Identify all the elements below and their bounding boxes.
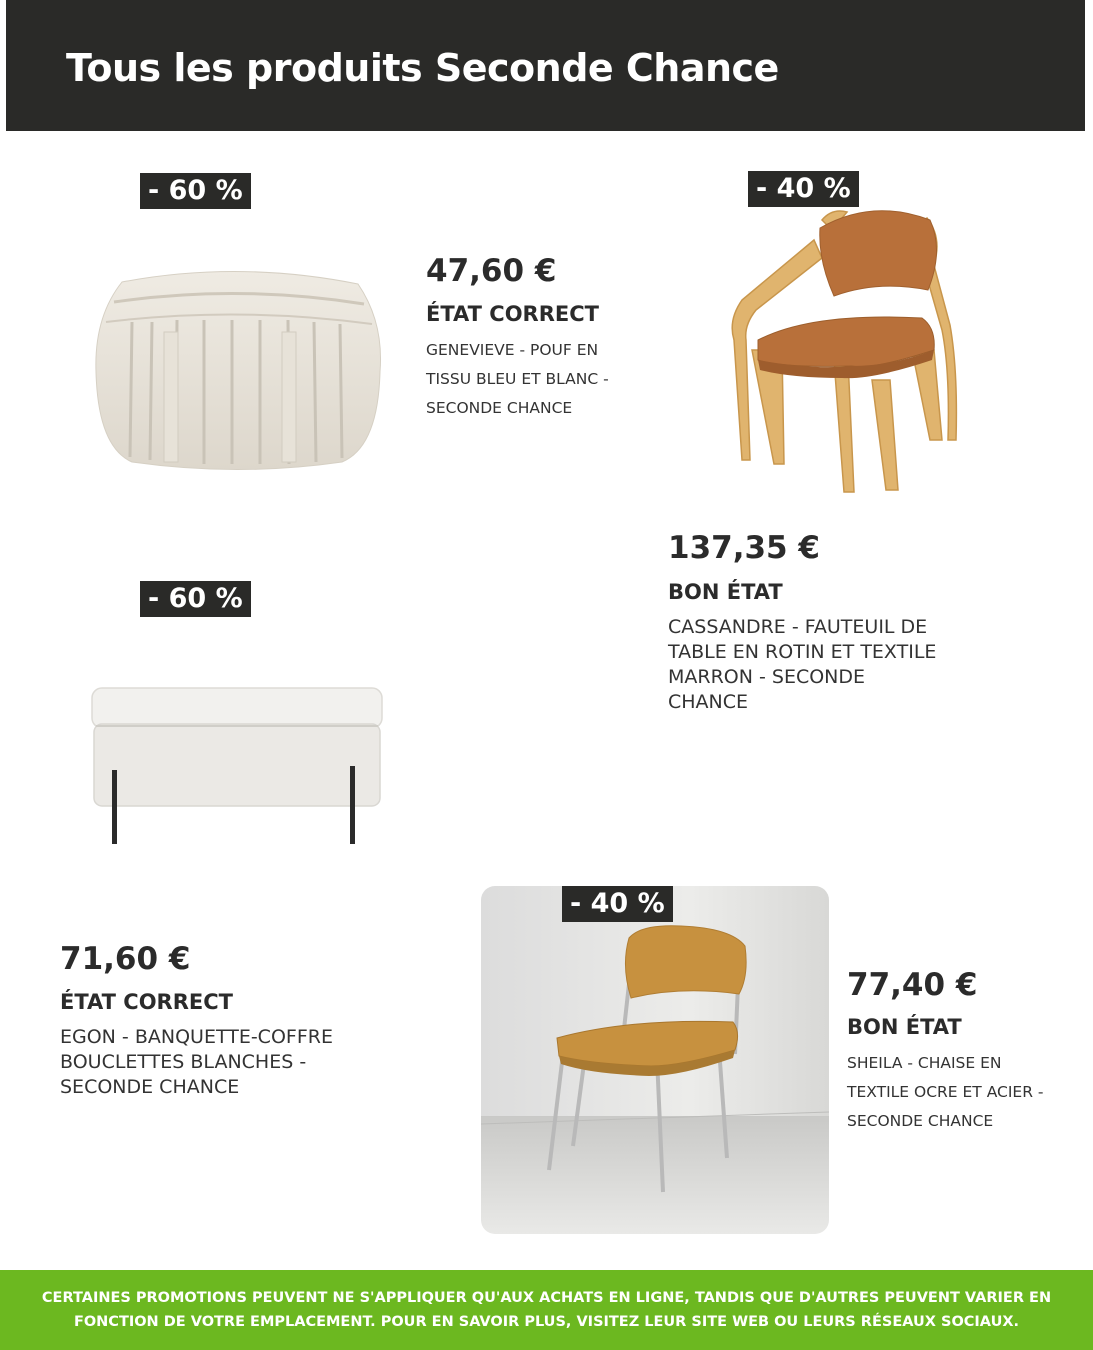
- product-description[interactable]: GENEVIEVE - POUF EN TISSU BLEU ET BLANC - SECONDE CHANCE: [426, 341, 609, 417]
- pouf-image[interactable]: [92, 262, 384, 474]
- product-condition: BON ÉTAT: [668, 580, 783, 604]
- page-header: [6, 0, 1085, 131]
- page-title: Tous les produits Seconde Chance: [66, 46, 779, 90]
- product-condition: ÉTAT CORRECT: [426, 302, 599, 326]
- discount-badge: - 60 %: [140, 581, 251, 617]
- product-price: 47,60 €: [426, 253, 557, 289]
- armchair-image[interactable]: [722, 200, 962, 500]
- footer-line-2: FONCTION DE VOTRE EMPLACEMENT. POUR EN SAVOIR PLUS, VISITEZ LEUR SITE WEB OU LEURS RÉSEAUX SOCIAUX.: [73, 1314, 1020, 1330]
- footer-line-1: CERTAINES PROMOTIONS PEUVENT NE S'APPLIQUER QU'AUX ACHATS EN LIGNE, TANDIS QUE D'AUTRES PEUVENT VARIER EN: [41, 1290, 1052, 1306]
- chair-image[interactable]: [481, 886, 829, 1234]
- product-condition: ÉTAT CORRECT: [60, 990, 233, 1014]
- product-description[interactable]: SHEILA - CHAISE EN TEXTILE OCRE ET ACIER - SECONDE CHANCE: [847, 1054, 1044, 1130]
- discount-badge: - 40 %: [748, 171, 859, 207]
- product-description[interactable]: CASSANDRE - FAUTEUIL DE TABLE EN ROTIN ET TEXTILE MARRON - SECONDE CHANCE: [668, 616, 937, 713]
- product-description[interactable]: EGON - BANQUETTE-COFFRE BOUCLETTES BLANCHES - SECONDE CHANCE: [60, 1026, 333, 1098]
- product-price: 71,60 €: [60, 941, 191, 977]
- product-price: 137,35 €: [668, 530, 820, 566]
- footer-disclaimer: [0, 1270, 1093, 1350]
- discount-badge: - 40 %: [562, 886, 673, 922]
- bench-image[interactable]: [90, 684, 385, 846]
- product-price: 77,40 €: [847, 967, 978, 1003]
- discount-badge: - 60 %: [140, 173, 251, 209]
- product-condition: BON ÉTAT: [847, 1015, 962, 1039]
